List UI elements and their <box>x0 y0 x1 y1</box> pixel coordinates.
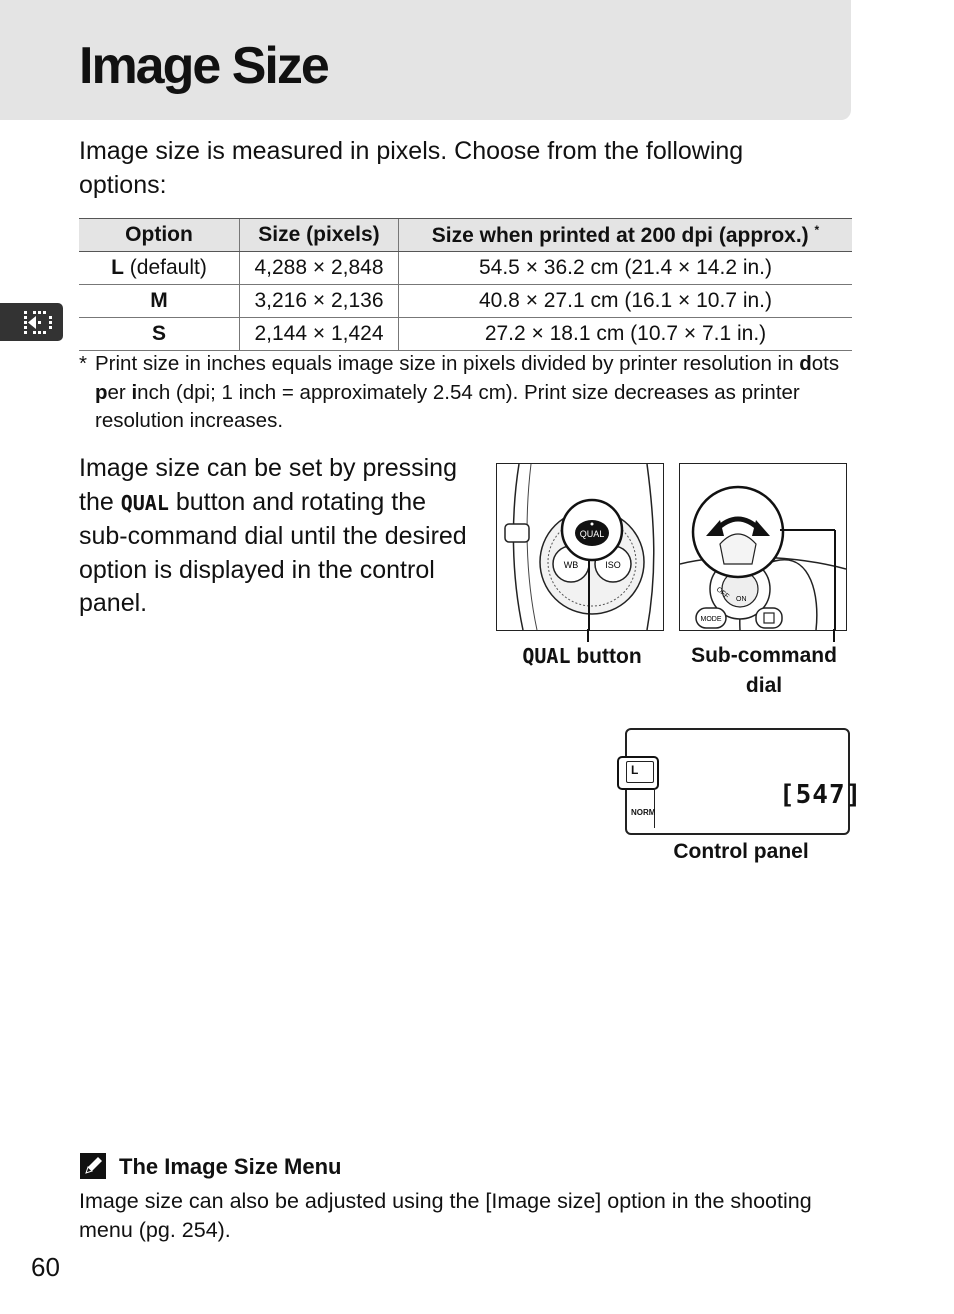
intro-text: Image size is measured in pixels. Choose from the following options: <box>79 137 744 199</box>
pixels-cell: 3,216 × 2,136 <box>240 285 399 318</box>
sub-command-dial-illustration <box>679 463 847 631</box>
shooting-menu-icon <box>0 303 63 341</box>
quality-indicator: NORM <box>631 808 656 817</box>
table-row <box>79 252 852 285</box>
image-size-table <box>79 218 852 351</box>
wb-label: WB <box>563 560 579 570</box>
camera-top-left-drawing <box>497 464 663 630</box>
camera-front-grip-drawing <box>680 464 846 630</box>
print-size-cell: 40.8 × 27.1 cm (16.1 × 10.7 in.) <box>399 285 853 318</box>
qual-button-caption: QUAL button <box>522 644 642 668</box>
pixels-cell: 2,144 × 1,424 <box>240 318 399 351</box>
option-cell: M <box>79 285 240 318</box>
note-title: The Image Size Menu <box>119 1154 342 1179</box>
sub-command-dial-caption: Sub-command dial <box>691 644 837 697</box>
page-title: Image Size <box>79 37 328 95</box>
option-cell: S <box>79 318 240 351</box>
qual-button-label: QUAL <box>579 529 605 539</box>
footnote: * Print size in inches equals image size in pixels divided by printer resolution in dots per inch (dpi; 1 inch = approximately 2.54 cm). Print size decreases as printer resolution increases. <box>79 352 840 432</box>
option-cell: L (default) <box>79 252 240 285</box>
control-panel-display <box>625 728 863 835</box>
off-label: OFF <box>714 586 730 601</box>
page-number: 60 <box>31 1252 60 1282</box>
mode-label: MODE <box>700 616 722 623</box>
control-panel-caption: Control panel <box>673 840 809 863</box>
footnote-marker: * <box>814 222 820 237</box>
table-row <box>79 285 852 318</box>
qual-button-illustration <box>496 463 664 631</box>
column-header-print-size: Size when printed at 200 dpi (approx.) * <box>399 219 853 252</box>
column-header-pixels: Size (pixels) <box>240 219 399 252</box>
print-size-cell: 54.5 × 36.2 cm (21.4 × 14.2 in.) <box>399 252 853 285</box>
iso-label: ISO <box>605 560 621 570</box>
pixels-cell: 4,288 × 2,848 <box>240 252 399 285</box>
body-text: Image size can be set by pressing the QUAL button and rotating the sub-command dial until the desired option is displayed in the control panel. <box>79 454 467 618</box>
print-size-cell: 27.2 × 18.1 cm (10.7 × 7.1 in.) <box>399 318 853 351</box>
note-text: Image size can also be adjusted using the [Image size] option in the shooting menu (pg. 254). <box>79 1189 812 1242</box>
pencil-note-icon <box>79 1152 107 1180</box>
exposures-remaining: [547] <box>779 780 863 810</box>
shooting-menu-tab <box>0 303 63 341</box>
size-indicator-value: L <box>631 763 639 777</box>
on-label: ON <box>736 596 747 603</box>
table-row <box>79 318 852 351</box>
column-header-option: Option <box>79 219 240 252</box>
table-header-row <box>79 219 852 252</box>
